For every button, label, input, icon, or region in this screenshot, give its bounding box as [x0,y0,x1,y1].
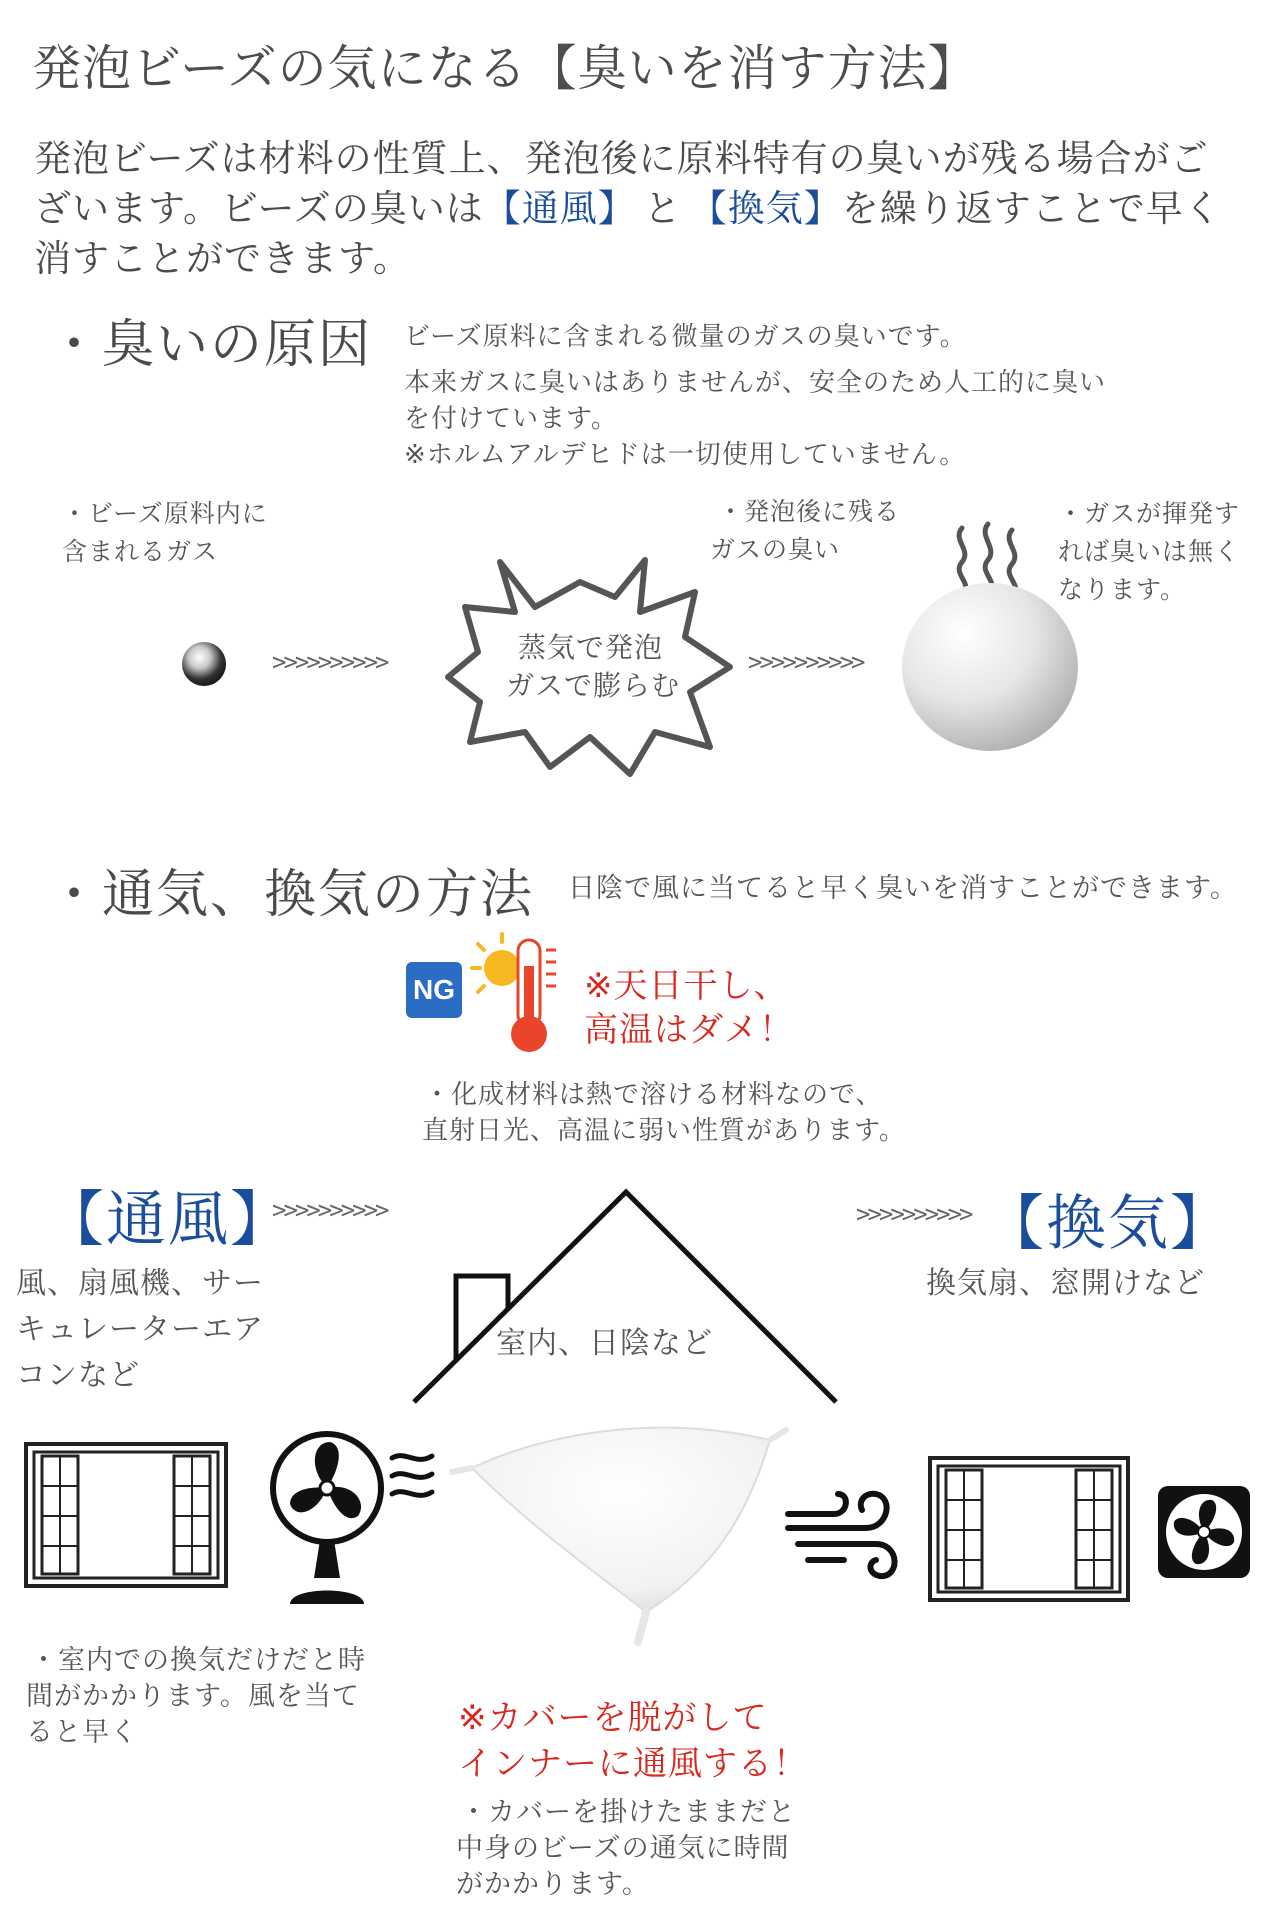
cover-note-3: がかかります。 [456,1869,650,1900]
wind-icon [784,1488,902,1582]
ng-note-1: ・化成材料は熱で溶ける材料なので、 [424,1080,883,1110]
ng-badge: NG [406,962,462,1018]
window-icon [928,1456,1130,1602]
thermometer-icon [500,936,560,1056]
intro-text: を繰り返すことで早く [841,187,1222,230]
wind-icon [388,1448,438,1508]
method-description: 日陰で風に当てると早く臭いを消すことができます。 [568,873,1238,904]
cause-heading: ・臭いの原因 [48,315,373,375]
step3-label-1: ・発泡後に残る [718,497,901,526]
ventilation-desc-3: コンなど [16,1358,140,1393]
step3-label-2: ガスの臭い [710,535,841,564]
exhaust-label: 【換気】 [984,1189,1232,1259]
cover-note-2: 中身のビーズの通気に時間 [456,1833,790,1864]
house-outline [410,1186,840,1406]
cover-warning-2: インナーに通風する！ [458,1744,808,1784]
step4-label-1: ・ガスが揮発す [1058,499,1241,528]
page-title: 発泡ビーズの気になる【臭いを消す方法】 [32,40,978,97]
ng-note-2: 直射日光、高温に弱い性質があります。 [422,1116,906,1146]
cause-description: ビーズ原料に含まれる微量のガスの臭いです。 [404,322,967,352]
cushion-icon [450,1416,800,1646]
ng-warning-2: 高温はダメ！ [584,1010,794,1050]
cover-warning-1: ※カバーを脱がして [458,1698,768,1738]
ng-warning-1: ※天日干し、 [584,966,789,1006]
step1-label-2: 含まれるガス [62,537,219,566]
indoor-note-2: 間がかかります。風を当て [26,1681,360,1712]
exhaust-keyword: 【換気】 [689,187,842,230]
step1-label-1: ・ビーズ原料内に [62,499,268,528]
house-label: 室内、日陰など [496,1326,713,1361]
burst-label-2: ガスで膨らむ [506,669,681,702]
exhaust-desc: 換気扇、窓開けなど [926,1266,1205,1301]
intro-line-3: 消すことができます。 [34,237,412,280]
cause-note-red-3: ※ホルムアルデヒドは一切使用していません。 [404,440,967,470]
ventilation-keyword: 【通風】 [483,187,636,230]
ventilation-label: 【通風】 [44,1185,292,1255]
ventilation-desc-2: キュレーターエア [16,1312,264,1347]
cover-note-1: ・カバーを掛けたままだと [460,1797,796,1828]
exhaust-fan-icon [1156,1484,1252,1580]
cause-note-red-1: 本来ガスに臭いはありませんが、安全のため人工的に臭い [404,368,1107,398]
intro-line-1: 発泡ビーズは材料の性質上、発泡後に原料特有の臭いが残る場合がご [34,137,1209,180]
indoor-note-3: ると早く [26,1717,138,1748]
window-icon [24,1442,228,1588]
step4-label-3: なります。 [1058,575,1187,604]
intro-line-2 [34,178,1222,232]
flow-arrows-3: >>>>>>>>>> [272,1196,387,1224]
flow-arrows-1: >>>>>>>>>> [272,648,387,676]
intro-conjunction: と [643,187,682,230]
indoor-note-1: ・室内での換気だけだと時 [30,1645,366,1676]
step4-label-2: れば臭いは無く [1058,537,1241,566]
foam-sphere-icon [900,582,1080,752]
electric-fan-icon [268,1428,386,1606]
bead-icon [180,640,228,688]
flow-arrows-2: >>>>>>>>>> [748,648,863,676]
burst-label-1: 蒸気で発泡 [518,631,664,664]
flow-arrows-4: >>>>>>>>>> [856,1200,971,1228]
method-heading: ・通気、換気の方法 [48,865,535,925]
ventilation-desc-1: 風、扇風機、サー [16,1266,264,1301]
intro-text: ざいます。ビーズの臭いは [34,187,484,230]
cause-note-red-2: を付けています。 [404,404,618,434]
